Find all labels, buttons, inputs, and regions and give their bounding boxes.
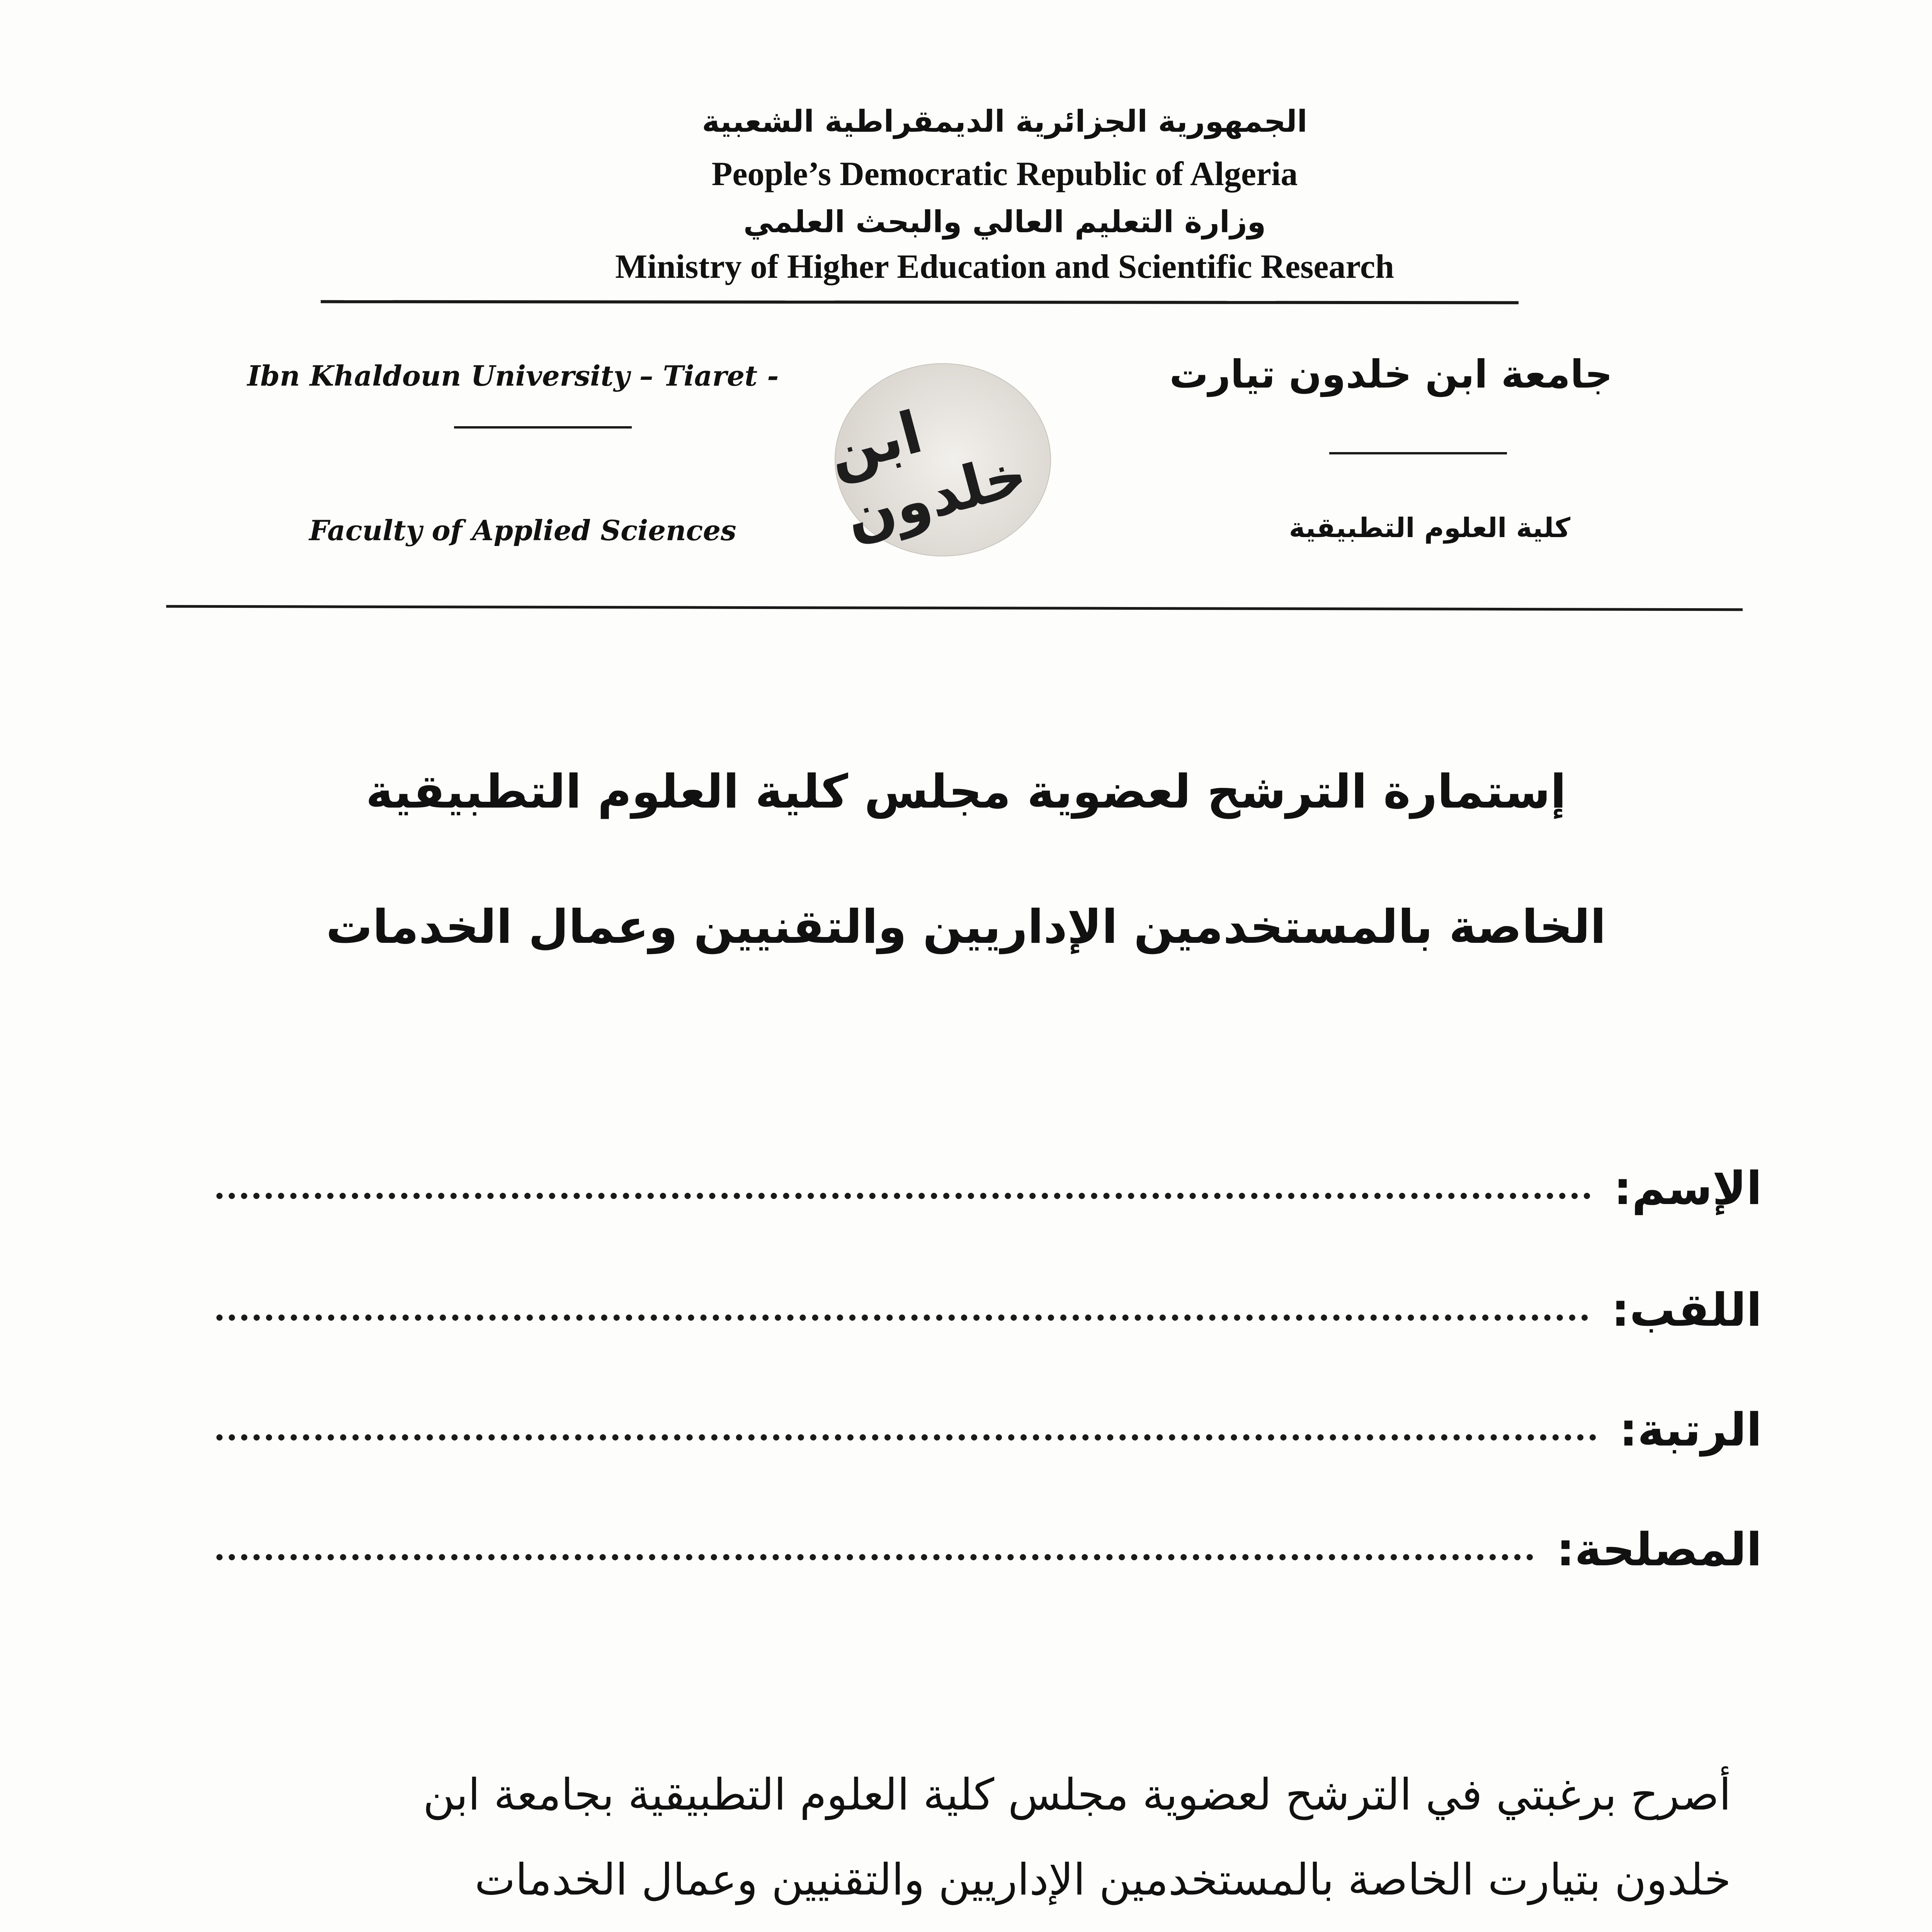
declaration-line2: خلدون بتيارت الخاصة بالمستخدمين الإداريين والتقنيين وعمال الخدمات [474, 1855, 1731, 1905]
university-underline [454, 426, 632, 429]
field-input-line[interactable] [216, 1315, 1588, 1321]
field-label: اللقب: [1611, 1283, 1762, 1337]
republic-english: People’s Democratic Republic of Algeria [711, 155, 1298, 193]
field-label: المصلحة: [1556, 1523, 1762, 1576]
university-arabic-underline [1329, 452, 1507, 454]
field-department[interactable] [216, 1511, 1762, 1588]
form-title-line1: إستمارة الترشح لعضوية مجلس كلية العلوم التطبيقية [366, 765, 1566, 819]
field-rank[interactable] [216, 1391, 1762, 1468]
field-first-name[interactable] [216, 1150, 1762, 1227]
university-english: Ibn Khaldoun University – Tiaret - [247, 359, 779, 392]
field-label: الرتبة: [1619, 1403, 1762, 1456]
field-last-name[interactable] [216, 1271, 1762, 1349]
logo-calligraphy: ابن خلدون [821, 398, 1034, 553]
field-input-line[interactable] [216, 1554, 1533, 1560]
header-divider [321, 300, 1519, 304]
form-title-line2: الخاصة بالمستخدمين الإداريين والتقنيين وعمال الخدمات [326, 900, 1606, 954]
field-input-line[interactable] [216, 1434, 1596, 1440]
faculty-arabic: كلية العلوم التطبيقية [1289, 512, 1571, 544]
republic-arabic: الجمهورية الجزائرية الديمقراطية الشعبية [702, 104, 1308, 139]
ministry-english: Ministry of Higher Education and Scientific Research [615, 248, 1394, 286]
university-logo [821, 363, 1051, 556]
university-arabic: جامعة ابن خلدون تيارت [1169, 352, 1613, 397]
ministry-arabic: وزارة التعليم العالي والبحث العلمي [743, 205, 1266, 240]
declaration-line1: أصرح برغبتي في الترشح لعضوية مجلس كلية العلوم التطبيقية بجامعة ابن [423, 1770, 1731, 1820]
field-input-line[interactable] [216, 1193, 1590, 1199]
field-label: الإسم: [1613, 1162, 1762, 1215]
institution-divider [166, 605, 1743, 611]
faculty-english: Faculty of Applied Sciences [309, 514, 736, 547]
